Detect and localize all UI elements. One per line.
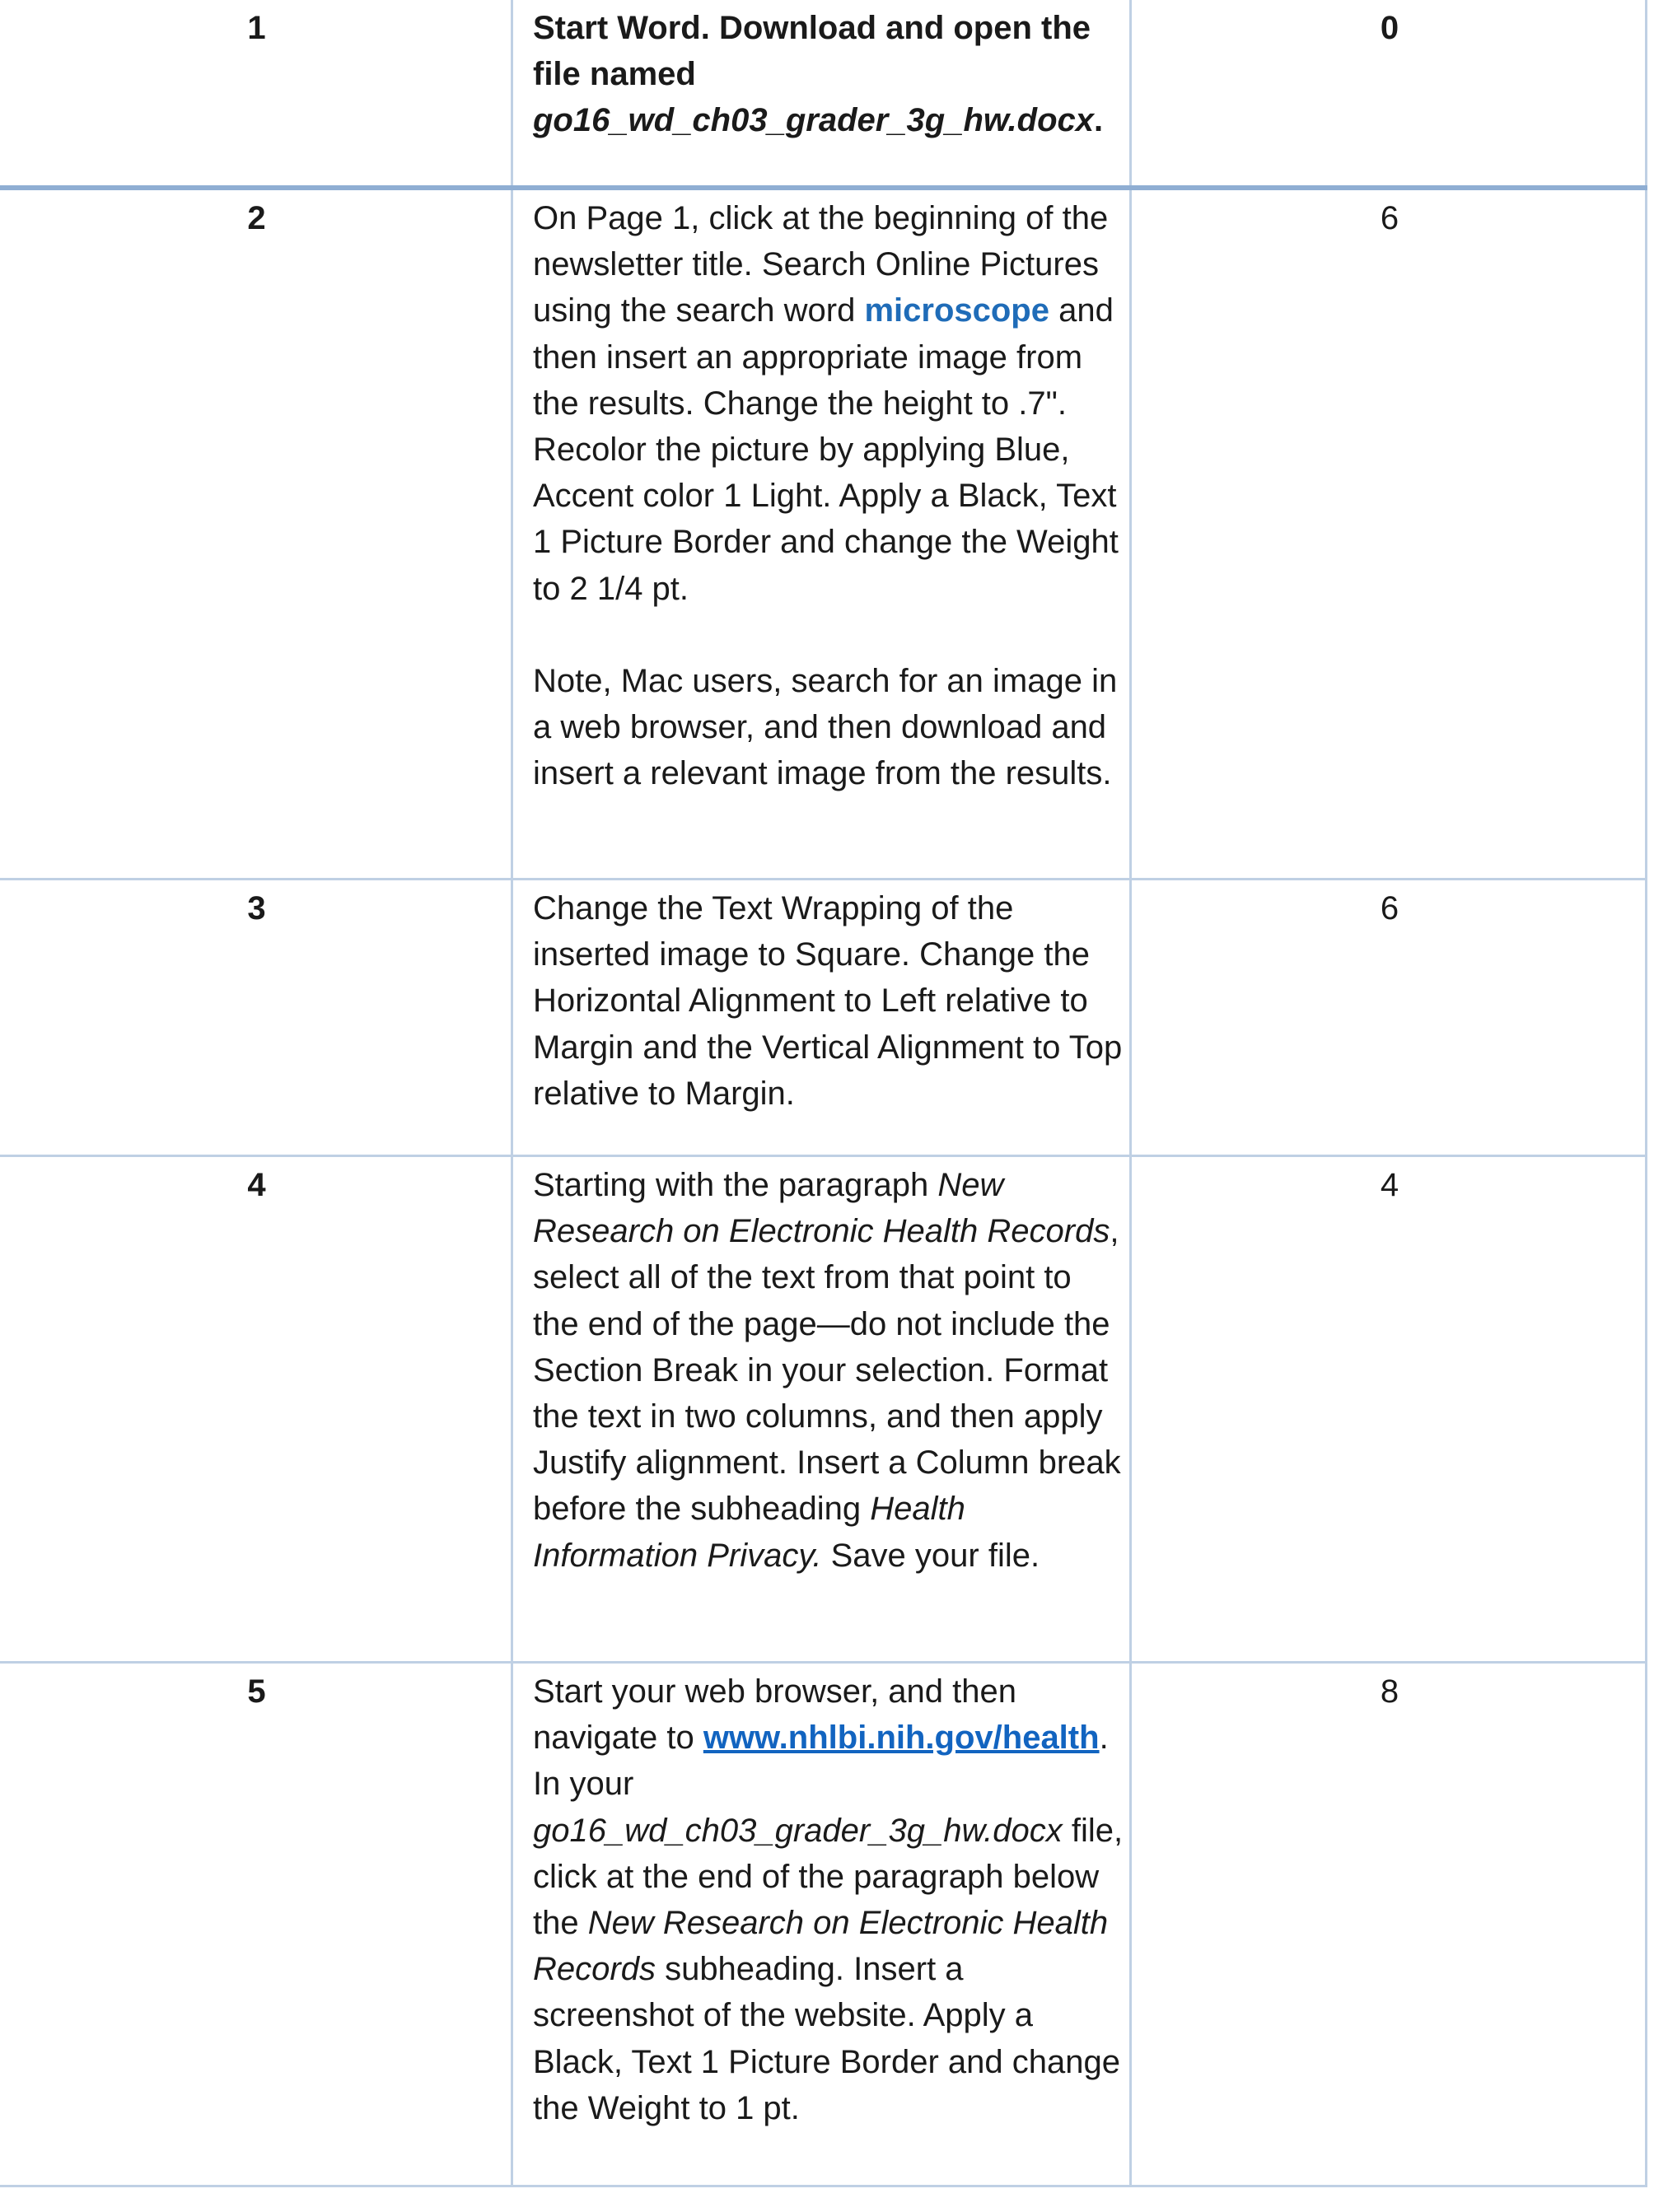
task-text-part: and then insert an appropriate image from the results. Change the height to .7". Recolor the picture by applying Blue, Accent color 1 Light. Apply a Black, Text 1 Picture Border and change the Weight to 2 1/4 pt. (533, 292, 1119, 607)
step-number: 5 (247, 1673, 266, 1710)
points-cell (1132, 880, 1647, 1156)
step-number: 3 (247, 890, 266, 926)
table-bottom-border (0, 2185, 1647, 2187)
task-cell (513, 1157, 1132, 1663)
table-row (0, 880, 1647, 1156)
task-cell (513, 190, 1132, 880)
table-row (0, 0, 1647, 188)
step-cell (0, 190, 513, 880)
points-value: 6 (1380, 890, 1399, 926)
points-value: 8 (1380, 1673, 1399, 1710)
subheading-name: New Research on Electronic Health Records (533, 1905, 1109, 1988)
file-name: go16_wd_ch03_grader_3g_hw.docx (533, 102, 1095, 139)
table-row (0, 190, 1647, 880)
task-text: Change the Text Wrapping of the inserted image to Square. Change the Horizontal Alignment to Left relative to Margin and the Vertical Alignment to Top relative to Margin. (533, 890, 1123, 1112)
task-cell (513, 0, 1132, 188)
task-text-part: On Page 1, click at the beginning of the newsletter title. Search Online Pictures using the search word (533, 200, 1109, 329)
table-row (0, 1664, 1647, 2186)
step-cell (0, 880, 513, 1156)
nhlbi-link[interactable]: www.nhlbi.nih.gov/health (703, 1720, 1100, 1757)
step-number: 2 (247, 200, 266, 236)
search-keyword: microscope (864, 292, 1049, 329)
points-cell (1132, 1664, 1647, 2186)
task-line: Start Word. Download and open the file named (533, 10, 1091, 93)
points-value: 6 (1380, 200, 1399, 236)
task-text-part: . In your (533, 1720, 1109, 1803)
task-text-part: Save your file. (821, 1537, 1040, 1574)
mac-note: Note, Mac users, search for an image in a web browser, and then download and insert a relevant image from the results. (533, 662, 1118, 792)
points-cell (1132, 1157, 1647, 1663)
task-text (533, 1668, 1126, 2131)
subheading-name: Health Information Privacy. (533, 1491, 965, 1574)
task-text-part: Starting with the paragraph (533, 1167, 938, 1203)
task-text-part: subheading. Insert a screenshot of the website. Apply a Black, Text 1 Picture Border and change the Weight to 1 pt. (533, 1951, 1121, 2126)
task-cell (513, 1664, 1132, 2186)
task-text (533, 5, 1126, 144)
task-text-part: file, click at the end of the paragraph below the (533, 1812, 1124, 1942)
step-number: 1 (247, 10, 266, 46)
task-text (533, 1162, 1126, 1579)
paragraph-gap (533, 612, 1126, 658)
step-cell (0, 1664, 513, 2186)
points-value: 4 (1380, 1167, 1399, 1203)
task-cell (513, 880, 1132, 1156)
table-row (0, 1157, 1647, 1663)
task-text-part: Start your web browser, and then navigate to (533, 1673, 1016, 1757)
paragraph-name: New Research on Electronic Health Records (533, 1167, 1110, 1250)
points-cell (1132, 0, 1647, 188)
step-cell (0, 0, 513, 188)
task-text-part: , select all of the text from that point to the end of the page—do not include the Section Break in your selection. Format the text in two columns, and then apply Justify alignment. Insert a Column break before the subheading (533, 1213, 1121, 1528)
step-cell (0, 1157, 513, 1663)
task-text (533, 195, 1126, 796)
points-cell (1132, 190, 1647, 880)
file-name: go16_wd_ch03_grader_3g_hw.docx (533, 1812, 1063, 1849)
points-value: 0 (1380, 10, 1399, 46)
task-end: . (1094, 102, 1104, 139)
step-number: 4 (247, 1167, 266, 1203)
